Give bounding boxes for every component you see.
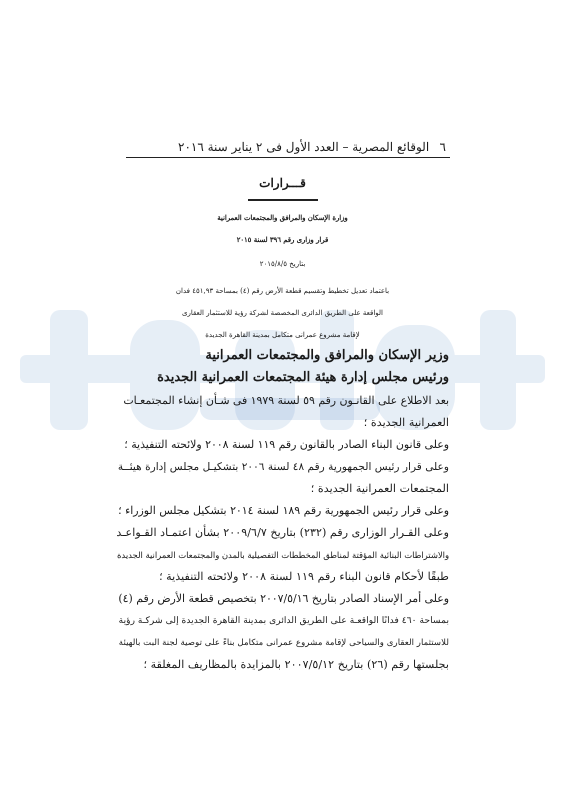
section-title-underline — [248, 199, 318, 201]
issuer-line: وزير الإسكان والمرافق والمجتمعات العمرانية — [205, 348, 449, 363]
subject-line: الواقعة على الطريق الدائرى المخصصة لشركة رؤية للاستثمار العقارى — [182, 309, 383, 317]
subject-line: لإقامة مشروع عمرانى متكامل بمدينة القاهرة الجديدة — [205, 331, 360, 339]
running-header — [126, 139, 450, 155]
body-line: والاشتراطات البنائية المؤقتة لمناطق المخططات التفصيلية بالمدن والمجتمعات العمرانية الجديدة — [117, 550, 449, 560]
page-number: ٦ — [439, 140, 446, 154]
issuer-line: ورئيس مجلس إدارة هيئة المجتمعات العمرانية الجديدة — [157, 370, 449, 385]
body-line: وعلى قرار رئيس الجمهورية رقم ١٨٩ لسنة ٢٠١٤ بتشكيل مجلس الوزراء ؛ — [118, 504, 449, 517]
body-line: وعلى قرار رئيس الجمهورية رقم ٤٨ لسنة ٢٠٠٦ بتشكيـل مجلس إدارة هيئــة — [117, 461, 449, 473]
header-rule — [126, 157, 450, 158]
ministry-title: وزارة الإسكان والمرافق والمجتمعات العمرانية — [217, 214, 348, 222]
body-line: العمرانية الجديدة ؛ — [363, 416, 449, 429]
decree-date: بتاريخ ٢٠١٥/٨/٥ — [259, 260, 306, 268]
subject-line: باعتماد تعديل تخطيط وتقسيم قطعة الأرض رقم (٤) بمساحة ٤٥١,٩٣ فدان — [175, 287, 390, 295]
body-line: بجلستها رقم (٢٦) بتاريخ ٢٠٠٧/٥/١٢ بالمزايدة بالمظاريف المغلقة ؛ — [143, 658, 449, 671]
body-line: بمساحة ٤٦٠ فدانًا الواقعـة على الطريق الدائرى بمدينة القاهرة الجديدة إلى شركـة رؤية — [118, 615, 449, 626]
body-line: للاستثمار العقارى والسياحى لإقامة مشروع عمرانى متكامل بناءً على توصية لجنة البت بالهيئة — [118, 638, 449, 648]
section-title: قـــرارات — [259, 176, 306, 190]
decree-number: قرار وزارى رقم ٣٩٦ لسنة ٢٠١٥ — [236, 236, 329, 244]
body-line: وعلى القـرار الوزارى رقم (٢٣٢) بتاريخ ٢٠٠٩/٦/٧ بشأن اعتمـاد القـواعـد — [116, 526, 449, 539]
body-line: وعلى قانون البناء الصادر بالقانون رقم ١١٩ لسنة ٢٠٠٨ ولائحته التنفيذية ؛ — [124, 438, 449, 451]
body-line: المجتمعات العمرانية الجديدة ؛ — [310, 482, 449, 495]
running-head-text: الوقائع المصرية – العدد الأول فى ٢ يناير سنة ٢٠١٦ — [178, 140, 430, 154]
body-line: بعد الاطلاع على القانـون رقم ٥٩ لسنة ١٩٧٩ فى شـأن إنشاء المجتمعـات — [123, 394, 449, 407]
body-line: طبقًا لأحكام قانون البناء رقم ١١٩ لسنة ٢٠٠٨ ولائحته التنفيذية ؛ — [159, 570, 449, 583]
body-line: وعلى أمر الإسناد الصادر بتاريخ ٢٠٠٧/٥/١٦ بتخصيص قطعة الأرض رقم (٤) — [118, 592, 449, 605]
